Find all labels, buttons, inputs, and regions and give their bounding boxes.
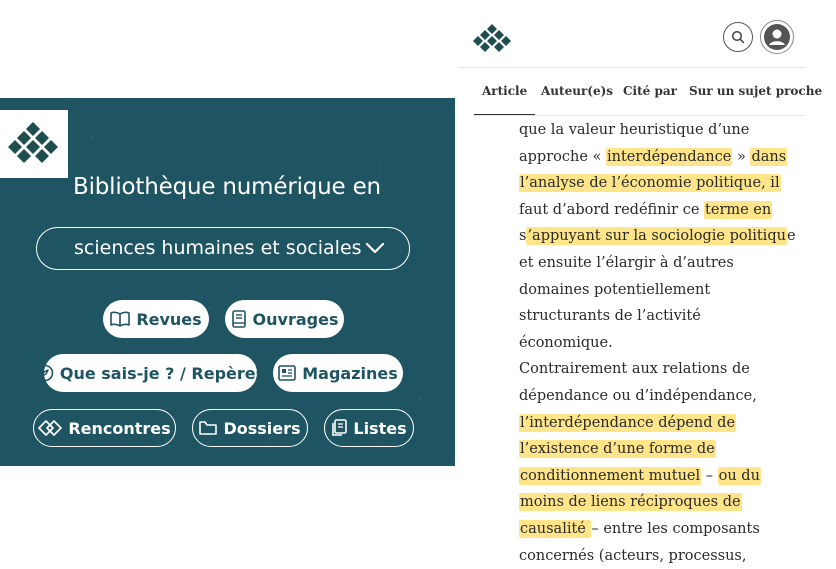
article-line bbox=[519, 516, 819, 543]
text-segment: Contrairement aux relations de bbox=[519, 361, 750, 377]
text-segment: » bbox=[732, 149, 750, 165]
chip-label: Que sais-je ? / Repères bbox=[60, 364, 265, 383]
highlighted-text[interactable]: terme en bbox=[704, 201, 772, 219]
highlighted-text[interactable]: ou du bbox=[718, 467, 761, 485]
chevron-down-icon bbox=[365, 242, 385, 254]
highlighted-text[interactable]: conditionnement mutuel bbox=[519, 467, 701, 485]
text-segment: dépendance ou d’indépendance, bbox=[519, 388, 757, 404]
text-segment: – bbox=[701, 468, 717, 484]
text-segment: faut d’abord redéfinir ce bbox=[519, 202, 704, 218]
highlighted-text[interactable]: dans bbox=[750, 148, 787, 166]
chip-label: Revues bbox=[136, 310, 201, 329]
chip-magazines[interactable] bbox=[273, 354, 403, 392]
highlighted-text[interactable]: l’analyse de l’économie politique, il bbox=[519, 174, 781, 192]
text-segment: et ensuite l’élargir à d’autres bbox=[519, 255, 734, 271]
diamond-link-icon bbox=[38, 419, 62, 437]
search-button[interactable] bbox=[723, 22, 753, 52]
article-line bbox=[519, 543, 819, 569]
account-button[interactable] bbox=[760, 20, 794, 54]
text-segment: – entre les composants bbox=[591, 521, 759, 537]
list-copy-icon bbox=[331, 419, 347, 437]
text-segment: e bbox=[787, 228, 796, 244]
chip-label: Magazines bbox=[302, 364, 398, 383]
text-segment: structurants de l’activité bbox=[519, 308, 701, 324]
article-line bbox=[519, 463, 819, 490]
article-line bbox=[519, 170, 819, 197]
user-avatar-icon bbox=[763, 23, 791, 51]
article-line bbox=[519, 436, 819, 463]
category-select[interactable] bbox=[36, 227, 410, 270]
article-line bbox=[519, 144, 819, 171]
category-select-value: sciences humaines et sociales bbox=[74, 237, 362, 259]
highlighted-text[interactable]: l’existence d’une forme de bbox=[519, 440, 716, 458]
article-line bbox=[519, 489, 819, 516]
text-segment: approche « bbox=[519, 149, 606, 165]
text-segment: que la valeur heuristique d’une bbox=[519, 122, 749, 138]
book-icon bbox=[231, 310, 247, 328]
article-line bbox=[519, 277, 819, 304]
chip-label: Dossiers bbox=[223, 419, 300, 438]
chip-label: Ouvrages bbox=[253, 310, 339, 329]
chip-que-sais-je[interactable] bbox=[44, 354, 257, 392]
tab-article[interactable]: Article bbox=[482, 84, 527, 98]
highlighted-text[interactable]: moins de liens réciproques de bbox=[519, 493, 742, 511]
newspaper-icon bbox=[278, 365, 296, 381]
cairn-logo-icon bbox=[3, 122, 63, 162]
text-segment: concernés (acteurs, processus, bbox=[519, 548, 746, 564]
article-line bbox=[519, 303, 819, 330]
article-line bbox=[519, 117, 819, 144]
highlighted-text[interactable]: ’appuyant sur la sociologie politiqu bbox=[526, 227, 787, 245]
compass-icon bbox=[36, 364, 54, 382]
chip-ouvrages[interactable] bbox=[225, 300, 344, 338]
tab-sujet-proche[interactable]: Sur un sujet proche bbox=[689, 84, 822, 98]
article-line bbox=[519, 250, 819, 277]
highlighted-text[interactable]: causalité bbox=[519, 520, 591, 538]
highlighted-text[interactable]: l’interdépendance dépend de bbox=[519, 414, 736, 432]
article-line bbox=[519, 410, 819, 437]
highlighted-text[interactable]: interdépendance bbox=[606, 148, 732, 166]
tab-auteurs[interactable]: Auteur(e)s bbox=[541, 84, 613, 98]
chip-listes[interactable] bbox=[324, 409, 414, 447]
book-open-icon bbox=[110, 311, 130, 327]
text-segment: économique. bbox=[519, 335, 613, 351]
text-segment: s bbox=[519, 228, 526, 244]
article-line bbox=[519, 383, 819, 410]
chip-dossiers[interactable] bbox=[192, 409, 308, 447]
banner-title: Bibliothèque numérique en bbox=[73, 174, 381, 200]
tabs-divider bbox=[473, 115, 805, 116]
tab-cite-par[interactable]: Cité par bbox=[623, 84, 677, 98]
article-line bbox=[519, 356, 819, 383]
article-body bbox=[519, 117, 819, 569]
article-line bbox=[519, 330, 819, 357]
folder-icon bbox=[199, 420, 217, 436]
chip-revues[interactable] bbox=[103, 300, 209, 338]
chip-label: Rencontres bbox=[68, 419, 170, 438]
cairn-logo-icon[interactable] bbox=[469, 24, 515, 52]
library-banner bbox=[0, 98, 455, 466]
article-tabs bbox=[473, 68, 791, 116]
article-line bbox=[519, 197, 819, 224]
text-segment: domaines potentiellement bbox=[519, 282, 710, 298]
chip-label: Listes bbox=[353, 419, 406, 438]
article-line bbox=[519, 223, 819, 250]
search-icon bbox=[731, 30, 745, 44]
chip-rencontres[interactable] bbox=[33, 409, 176, 447]
logo-badge[interactable] bbox=[0, 110, 68, 178]
